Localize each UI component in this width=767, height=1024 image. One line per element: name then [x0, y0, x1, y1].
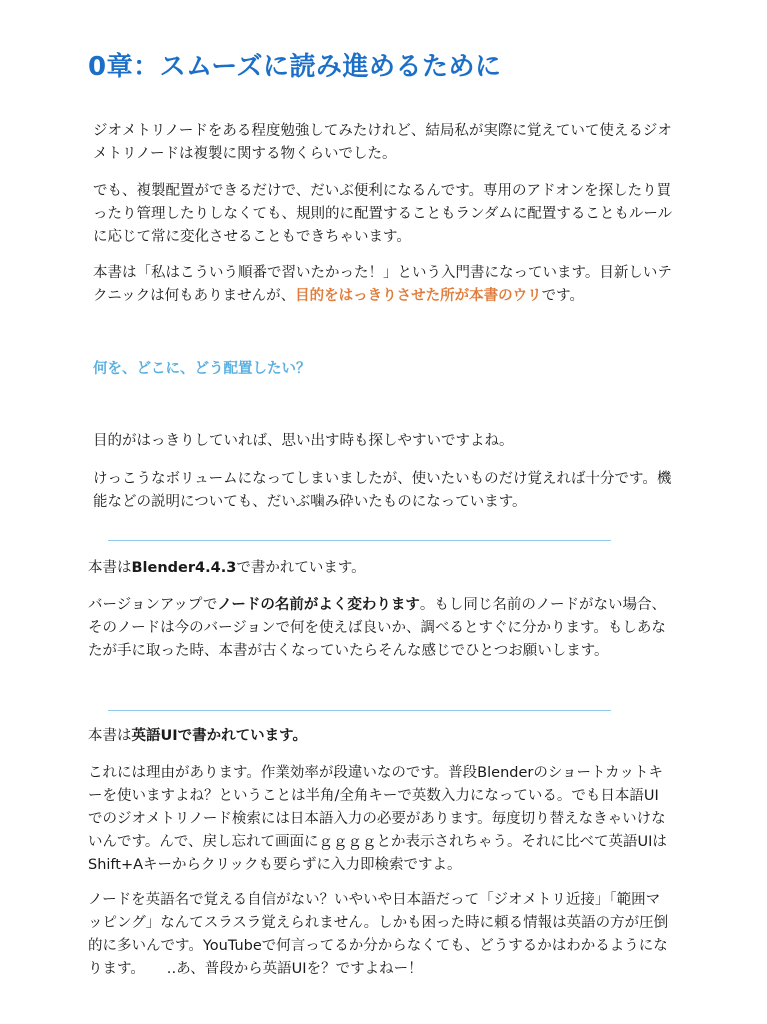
ui-language-pre: 本書は	[88, 728, 132, 744]
intro-paragraph-2: でも、複製配置ができるだけで、だいぶ便利になるんです。専用のアドオンを探したり買ったり管理したりしなくても、規則的に配置することもランダムに配置することもルールに応じて常に変化させることもできちゃいます。	[93, 183, 673, 245]
intro-paragraph-1: ジオメトリノードをある程度勉強してみたけれど、結局私が実際に覚えていて使えるジオメトリノードは複製に関する物くらいでした。	[93, 123, 672, 162]
english-ui-emphasis: 英語UIで書かれています。	[131, 728, 308, 744]
version-pre: 本書は	[88, 560, 132, 576]
chapter-title: 0章：スムーズに読み進めるために	[88, 52, 502, 82]
selling-point-highlight: 目的をはっきりさせた所が本書のウリ	[295, 288, 542, 304]
version-warning-paragraph	[88, 594, 673, 663]
version-warning-post: 。もし同じ名前のノードがない場合、そのノードは今のバージョンで何を使えば良いか、調べるとすぐに分かります。もしあなたが手に取った時、本書が古くなっていたらそんな感じでひとつお願いします。	[88, 597, 666, 659]
section-paragraph-2: けっこうなボリュームになってしまいましたが、使いたいものだけ覚えれば十分です。機能などの説明についても、だいぶ噛み砕いたものになっています。	[93, 471, 672, 510]
ui-language-statement	[88, 725, 673, 748]
section-heading: 何を、どこに、どう配置したい？	[93, 361, 311, 377]
version-warning-pre: バージョンアップで	[88, 597, 218, 613]
blender-version: Blender4.4.3	[131, 560, 237, 576]
section-paragraph-1: 目的がはっきりしていれば、思い出す時も探しやすいですよね。	[93, 433, 514, 449]
version-post: で書かれています。	[236, 560, 366, 576]
ui-confidence-paragraph: ノードを英語名で覚える自信がない？いやいや日本語だって「ジオメトリ近接」「範囲マッピング」なんてスラスラ覚えられません。しかも困った時に頼る情報は英語の方が圧倒的に多いんです。YouTubeで何言ってるか分からなくても、どうするかはわかるようになります。 ‥あ、普段から英語UIを？ですよねー！	[88, 892, 669, 977]
divider-1	[108, 540, 611, 541]
node-name-change-emphasis: ノードの名前がよく変わります	[217, 597, 420, 613]
intro-paragraph-3	[93, 262, 673, 308]
ui-reason-paragraph: これには理由があります。作業効率が段違いなのです。普段Blenderのショートカットキーを使いますよね？ということは半角/全角キーで英数入力になっている。でも日本語UIでのジオメトリノード検索には日本語入力の必要があります。毎度切り替えなきゃいけないんです。んで、戻し忘れて画面にｇｇｇｇとか表示されちゃう。それに比べて英語UIはShift+Aキーからクリックも要らずに入力即検索ですよ。	[88, 765, 667, 873]
intro-p3-tail: です。	[541, 288, 584, 304]
divider-2	[108, 710, 611, 711]
version-statement	[88, 557, 673, 580]
intro-p3-text: 本書は「私はこういう順番で習いたかった！」という入門書になっています。目新しいテクニックは何もありませんが、	[93, 265, 672, 304]
